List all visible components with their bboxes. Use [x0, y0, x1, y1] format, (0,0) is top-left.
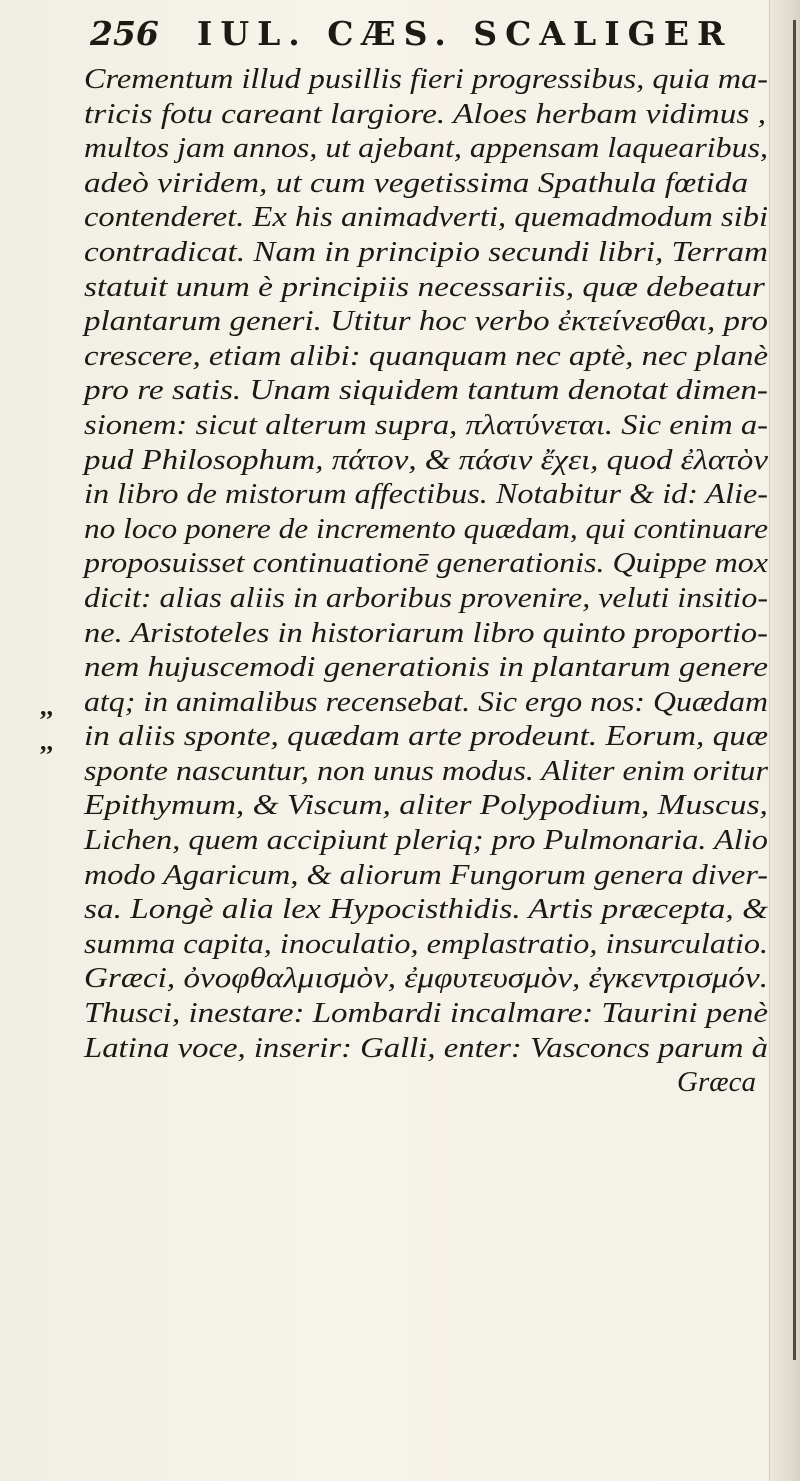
text-line: summa capita, inoculatio, emplastratio, insurculatio.: [84, 927, 768, 960]
text-line: adeò viridem, ut cum vegetissima Spathula fœtida: [84, 166, 749, 199]
text-line: statuit unum è principiis necessariis, quæ debeatur: [84, 270, 765, 303]
text-line: Thusci, inestare: Lombardi incalmare: Taurini penè: [84, 997, 768, 1030]
text-line: dicit: alias aliis in arboribus provenire, veluti insitio-: [84, 581, 768, 614]
text-line: sionem: sicut alterum supra, πλατύνεται. Sic enim a-: [84, 408, 768, 441]
text-line: Crementum illud pusillis fieri progressibus, quia ma-: [84, 63, 768, 95]
page-header: [90, 14, 740, 64]
text-line: proposuisset continuationē generationis. Quippe mox: [84, 547, 769, 580]
text-line: modo Agaricum, & aliorum Fungorum genera diver-: [84, 858, 768, 891]
text-line: contenderet. Ex his animadverti, quemadmodum sibi: [84, 201, 768, 234]
quote-mark: ,,: [40, 727, 53, 756]
text-line: plantarum generi. Utitur hoc verbo ἐκτείνεσθαι, pro: [84, 305, 768, 338]
text-line: tricis fotu careant largiore. Aloes herbam vidimus ,: [84, 97, 767, 130]
text-line: crescere, etiam alibi: quanquam nec aptè, nec planè: [84, 339, 768, 372]
text-line: in libro de mistorum affectibus. Notabitur & id: Alie-: [84, 478, 768, 511]
text-line: pud Philosophum, πάτον, & πάσιν ἔχει, quod ἐλατὸν: [84, 443, 768, 476]
running-head: IUL. CÆS. SCALIGER: [196, 14, 733, 53]
body-text: [84, 62, 774, 1100]
text-line: Lichen, quem accipiunt pleriq; pro Pulmonaria. Alio: [84, 824, 768, 857]
quote-mark: ,,: [40, 692, 53, 721]
text-line: multos jam annos, ut ajebant, appensam laquearibus,: [84, 132, 769, 165]
text-line: in aliis sponte, quædam arte prodeunt. Eorum, quæ: [84, 720, 768, 753]
text-line: contradicat. Nam in principio secundi libri, Terram: [84, 235, 768, 268]
text-line: sponte nascuntur, non unus modus. Aliter enim oritur: [84, 754, 768, 787]
catchword: Græca: [677, 1066, 756, 1099]
text-line: Epithymum, & Viscum, aliter Polypodium, Muscus,: [84, 789, 768, 822]
text-line: nem hujuscemodi generationis in plantarum genere: [84, 651, 768, 684]
text-line: pro re satis. Unam siquidem tantum denotat dimen-: [84, 374, 768, 407]
text-line: atq; in animalibus recensebat. Sic ergo nos: Quædam: [84, 685, 768, 718]
text-line: ne. Aristoteles in historiarum libro quinto proportio-: [84, 616, 768, 649]
text-line: Græci, ὀνοφθαλμισμὸν, ἐμφυτευσμὸν, ἐγκεντρισμόν.: [84, 962, 768, 995]
text-line: sa. Longè alia lex Hypocisthidis. Artis præcepta, &: [84, 893, 769, 926]
page-number: 256: [90, 14, 159, 53]
gutter-rule: [793, 20, 796, 1360]
text-line: Latina voce, inserir: Galli, enter: Vasconcs parum à: [84, 1031, 768, 1064]
text-line: no loco ponere de incremento quædam, qui continuare: [84, 512, 768, 545]
